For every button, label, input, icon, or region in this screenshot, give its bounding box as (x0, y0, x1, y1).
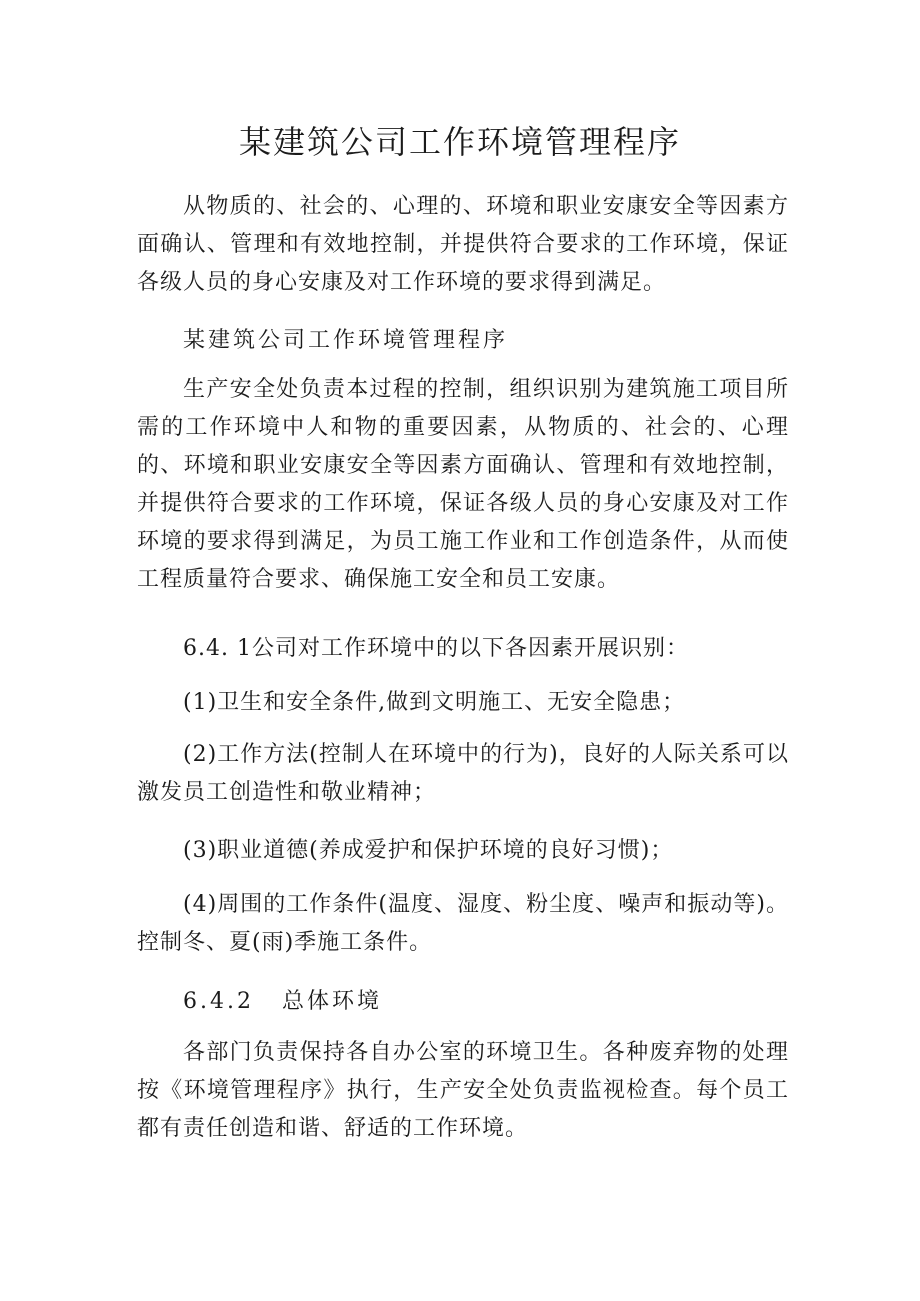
section-number: 6.4.2 (183, 989, 254, 1014)
factor-2-item: (2)工作方法(控制人在环境中的行为)，良好的人际关系可以激发员工创造性和敬业精神； (137, 742, 789, 805)
factor-3-item: (3)职业道德(养成爱护和保护环境的良好习惯)； (183, 838, 674, 863)
intro-paragraph: 从物质的、社会的、心理的、环境和职业安康安全等因素方面确认、管理和有效地控制，并提供符合要求的工作环境，保证各级人员的身心安康及对工作环境的要求得到满足。 (137, 194, 789, 295)
section-6-4-1-heading: 6.4. 1公司对工作环境中的以下各因素开展识别： (183, 636, 689, 661)
document-title: 某建筑公司工作环境管理程序 (238, 123, 681, 161)
factor-1-item: (1)卫生和安全条件,做到文明施工、无安全隐患； (183, 690, 686, 715)
factor-4-item: (4)周围的工作条件(温度、湿度、粉尘度、噪声和振动等)。控制冬、夏(雨)季施工条件。 (137, 892, 789, 955)
subtitle-paragraph: 某建筑公司工作环境管理程序 (183, 328, 509, 353)
general-environment-paragraph: 各部门负责保持各自办公室的环境卫生。各种废弃物的处理按《环境管理程序》执行，生产安全处负责监视检查。每个员工都有责任创造和谐、舒适的工作环境。 (137, 1040, 789, 1141)
section-6-4-2-heading (137, 983, 789, 1021)
section-title: 总体环境 (281, 989, 382, 1014)
responsibility-paragraph: 生产安全处负责本过程的控制，组织识别为建筑施工项目所需的工作环境中人和物的重要因素，从物质的、社会的、心理的、环境和职业安康安全等因素方面确认、管理和有效地控制，并提供符合要求的工作环境，保证各级人员的身心安康及对工作环境的要求得到满足，为员工施工作业和工作创造条件，从而使工程质量符合要求、确保施工安全和员工安康。 (137, 377, 789, 592)
